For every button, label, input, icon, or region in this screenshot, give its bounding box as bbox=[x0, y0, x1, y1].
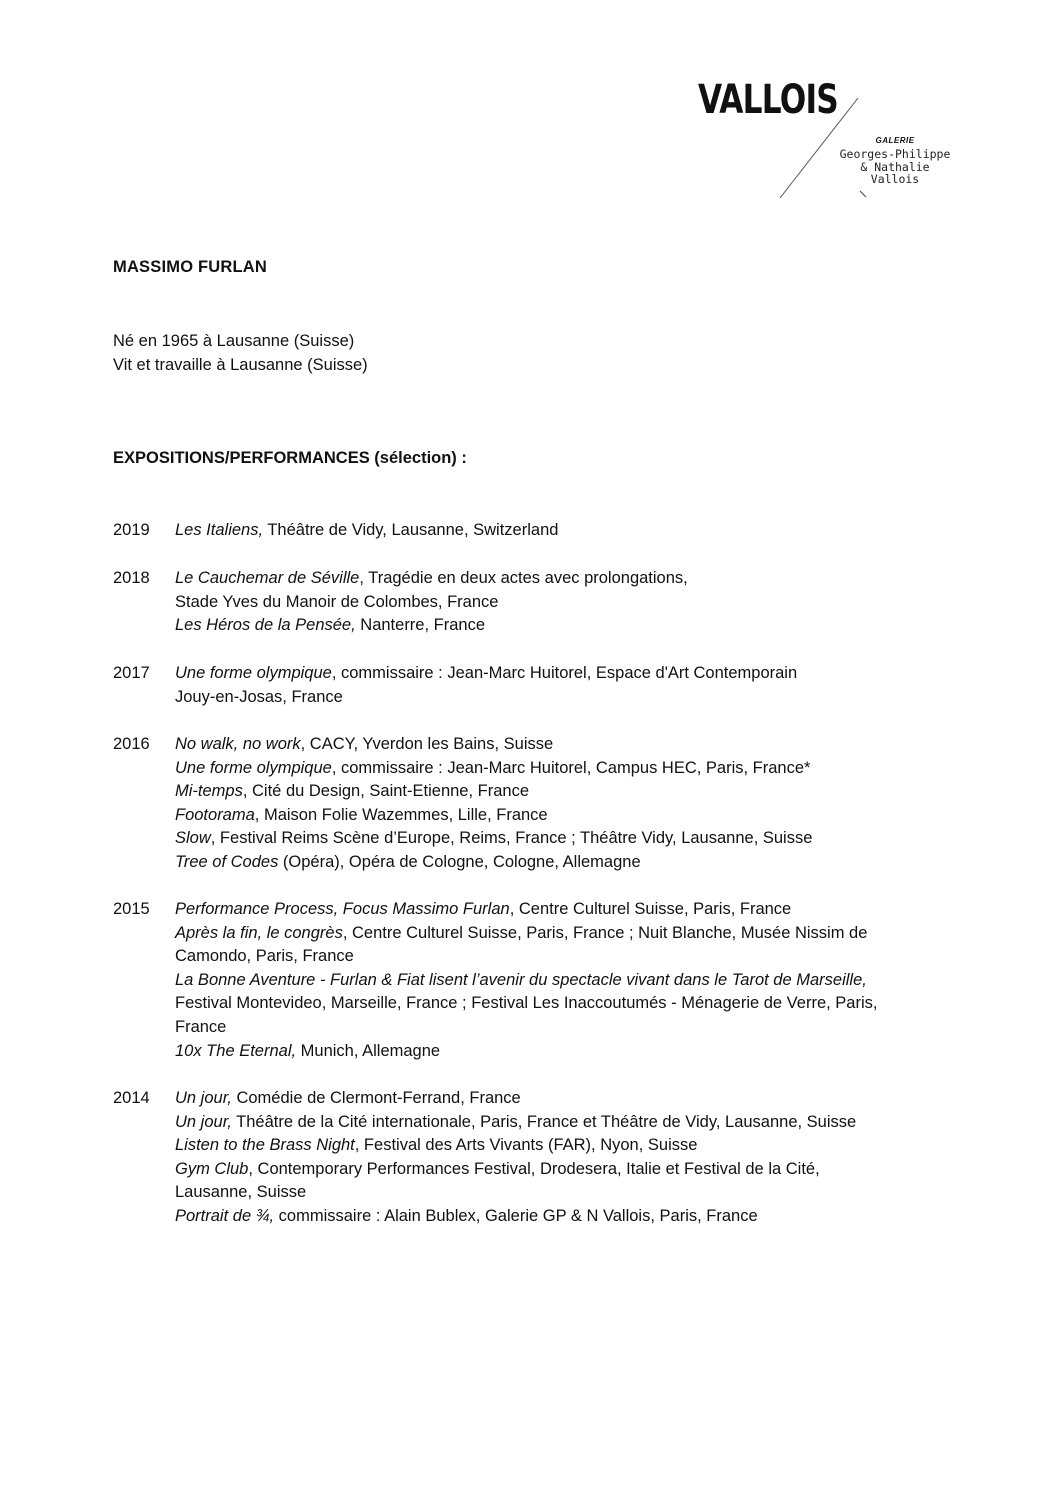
entry-line bbox=[175, 804, 965, 828]
entry-line bbox=[175, 922, 965, 946]
entry-line bbox=[175, 992, 965, 1016]
logo-galerie-label: GALERIE bbox=[875, 136, 915, 145]
entry-detail: , CACY, Yverdon les Bains, Suisse bbox=[300, 735, 554, 753]
entry-line bbox=[175, 945, 965, 969]
entry-detail: Festival Montevideo, Marseille, France ; Festival Les Inaccoutumés - Ménagerie de Verre, Paris, bbox=[175, 994, 878, 1013]
entry-detail: , Festival des Arts Vivants (FAR), Nyon, Suisse bbox=[354, 1136, 698, 1155]
entry-line bbox=[175, 1134, 965, 1158]
logo-name-line: Vallois bbox=[870, 172, 920, 186]
entry-detail: , Tragédie en deux actes avec prolongations, bbox=[359, 569, 688, 587]
entry-detail: , commissaire : Jean-Marc Huitorel, Espace d'Art Contemporain bbox=[331, 664, 798, 682]
entry-detail: Lausanne, Suisse bbox=[175, 1183, 307, 1202]
entry-detail: , Maison Folie Wazemmes, Lille, France bbox=[254, 805, 548, 824]
work-title: Le Cauchemar de Séville bbox=[175, 569, 360, 587]
entry-line bbox=[175, 969, 965, 993]
work-title: Un jour, bbox=[175, 1112, 232, 1131]
logo-tick-icon bbox=[690, 78, 970, 208]
entry-lines bbox=[175, 567, 965, 638]
entry-line bbox=[175, 1111, 965, 1135]
entry-lines bbox=[175, 519, 965, 543]
entry-detail: Théâtre de Vidy, Lausanne, Switzerland bbox=[263, 521, 559, 539]
entry-line bbox=[175, 1158, 965, 1182]
logo-name-line: & Nathalie bbox=[860, 159, 930, 174]
entry-line bbox=[175, 898, 965, 922]
entry-detail: , Centre Culturel Suisse, Paris, France bbox=[509, 900, 792, 918]
entry-detail: Stade Yves du Manoir de Colombes, France bbox=[175, 592, 499, 611]
entry-detail: (Opéra), Opéra de Cologne, Cologne, Allemagne bbox=[278, 852, 641, 871]
entry-line bbox=[175, 519, 965, 543]
entry-lines bbox=[175, 733, 965, 875]
entry-line bbox=[175, 662, 965, 686]
entry-line bbox=[175, 591, 965, 615]
work-title: No walk, no work bbox=[175, 735, 301, 753]
work-title: Slow bbox=[175, 829, 211, 848]
entry-line bbox=[175, 1016, 965, 1040]
entry-lines bbox=[175, 1087, 965, 1229]
work-title: Mi-temps bbox=[175, 782, 243, 801]
bio-born: Né en 1965 à Lausanne (Suisse) bbox=[113, 332, 355, 350]
entry-detail: , Centre Culturel Suisse, Paris, France ; Nuit Blanche, Musée Nissim de bbox=[342, 923, 868, 942]
gallery-logo bbox=[690, 78, 970, 208]
entry-line bbox=[175, 780, 965, 804]
entry-line bbox=[175, 1181, 965, 1205]
entry-detail: France bbox=[175, 1017, 227, 1036]
work-title: Listen to the Brass Night bbox=[175, 1136, 355, 1155]
year-label: 2014 bbox=[113, 1089, 150, 1107]
entry-line bbox=[175, 1040, 965, 1064]
entry-lines bbox=[175, 662, 965, 709]
entry-detail: Jouy-en-Josas, France bbox=[175, 687, 343, 706]
work-title: Une forme olympique bbox=[175, 758, 332, 777]
work-title: 10x The Eternal, bbox=[175, 1041, 297, 1060]
entry-line bbox=[175, 1205, 965, 1229]
entry-line bbox=[175, 757, 965, 781]
work-title: Tree of Codes bbox=[175, 852, 279, 871]
entry-line bbox=[175, 1087, 965, 1111]
entry-line bbox=[175, 827, 965, 851]
work-title: Footorama bbox=[175, 805, 255, 824]
work-title: Un jour, bbox=[175, 1089, 232, 1107]
work-title: Gym Club bbox=[175, 1159, 249, 1178]
artist-bio bbox=[113, 330, 368, 377]
work-title: Portrait de ¾, bbox=[175, 1206, 275, 1225]
entry-detail: Comédie de Clermont-Ferrand, France bbox=[231, 1089, 521, 1107]
work-title: Performance Process, Focus Massimo Furlan bbox=[175, 900, 510, 918]
entry-detail: Camondo, Paris, France bbox=[175, 947, 354, 966]
logo-wordmark: VALLOIS bbox=[698, 77, 838, 123]
work-title: La Bonne Aventure - Furlan & Fiat lisent l’avenir du spectacle vivant dans le Tarot de Marseille, bbox=[175, 970, 867, 989]
entry-line bbox=[175, 567, 965, 591]
entry-line bbox=[175, 733, 965, 757]
entry-detail: , Festival Reims Scène d’Europe, Reims, France ; Théâtre Vidy, Lausanne, Suisse bbox=[210, 829, 813, 848]
entry-line bbox=[175, 614, 965, 638]
year-label: 2019 bbox=[113, 521, 150, 539]
entry-detail: , Contemporary Performances Festival, Drodesera, Italie et Festival de la Cité, bbox=[248, 1159, 820, 1178]
year-label: 2018 bbox=[113, 569, 150, 587]
year-label: 2017 bbox=[113, 664, 150, 682]
work-title: Les Italiens, bbox=[175, 521, 264, 539]
bio-lives: Vit et travaille à Lausanne (Suisse) bbox=[113, 355, 368, 374]
entry-lines bbox=[175, 898, 965, 1063]
entry-line bbox=[175, 851, 965, 875]
entry-detail: Nanterre, France bbox=[355, 616, 486, 635]
entry-detail: Théâtre de la Cité internationale, Paris, France et Théâtre de Vidy, Lausanne, Suisse bbox=[231, 1112, 857, 1131]
entry-detail: , Cité du Design, Saint-Etienne, France bbox=[242, 782, 529, 801]
work-title: Les Héros de la Pensée, bbox=[175, 616, 356, 635]
artist-name: MASSIMO FURLAN bbox=[113, 258, 268, 276]
section-title: EXPOSITIONS/PERFORMANCES (sélection) : bbox=[113, 449, 467, 467]
logo-name-line: Georges-Philippe bbox=[839, 147, 951, 161]
year-label: 2016 bbox=[113, 735, 150, 753]
entry-detail: Munich, Allemagne bbox=[296, 1041, 441, 1060]
entry-line bbox=[175, 686, 965, 710]
entry-detail: commissaire : Alain Bublex, Galerie GP & N Vallois, Paris, France bbox=[274, 1206, 758, 1225]
work-title: Une forme olympique bbox=[175, 664, 332, 682]
work-title: Après la fin, le congrès bbox=[175, 923, 343, 942]
year-label: 2015 bbox=[113, 900, 150, 918]
entry-detail: , commissaire : Jean-Marc Huitorel, Campus HEC, Paris, France* bbox=[331, 758, 811, 777]
